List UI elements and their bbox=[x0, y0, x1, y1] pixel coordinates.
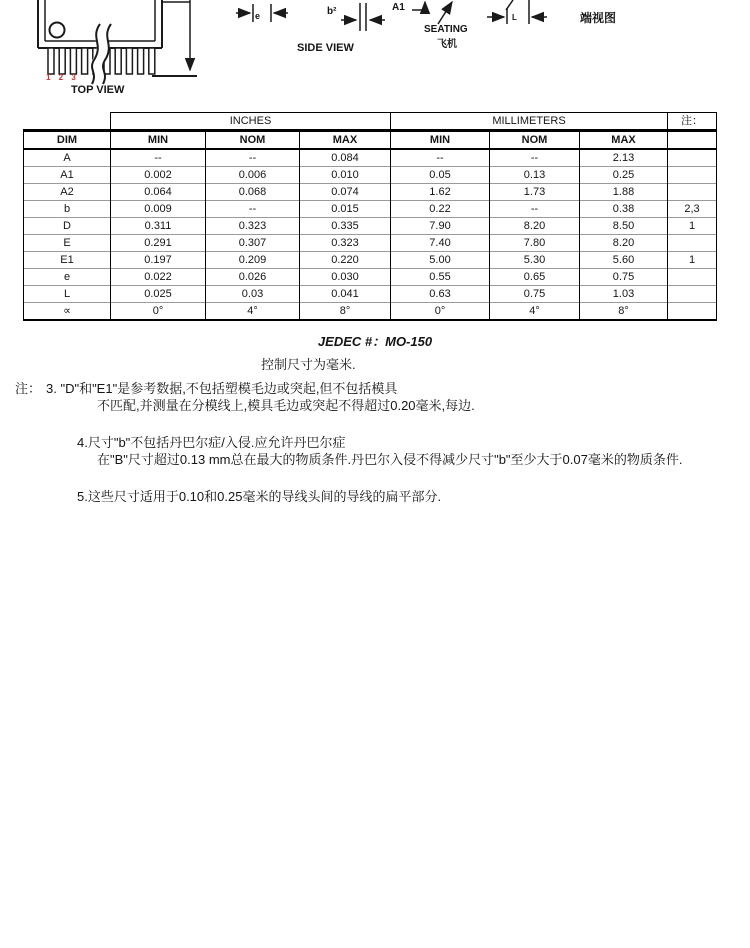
seating-plane-label: SEATING bbox=[424, 24, 468, 35]
table-cell: e bbox=[24, 269, 111, 286]
col-header-min-in: MIN bbox=[111, 131, 206, 150]
dim-e-label: e bbox=[255, 11, 261, 21]
table-row bbox=[24, 184, 717, 201]
table-cell: E bbox=[24, 235, 111, 252]
table-cell: 0.335 bbox=[300, 218, 391, 235]
table-cell: -- bbox=[490, 149, 580, 167]
table-cell: 0.323 bbox=[206, 218, 300, 235]
table-cell: 0.022 bbox=[111, 269, 206, 286]
table-cell bbox=[668, 269, 717, 286]
col-header-max-in: MAX bbox=[300, 131, 391, 150]
note-5-line: 5.这些尺寸适用于0.10和0.25毫米的导线头间的导线的扁平部分. bbox=[77, 489, 442, 504]
table-cell: 0.323 bbox=[300, 235, 391, 252]
table-cell: 0° bbox=[391, 303, 490, 321]
dim-l-label: L bbox=[512, 13, 517, 22]
table-column-header-row bbox=[24, 131, 717, 150]
table-row bbox=[24, 286, 717, 303]
dim-a1-label: A1 bbox=[392, 2, 405, 13]
dimension-table bbox=[23, 112, 717, 321]
table-cell: 4° bbox=[490, 303, 580, 321]
table-cell: 0.197 bbox=[111, 252, 206, 269]
table-cell bbox=[668, 286, 717, 303]
table-cell: 0.38 bbox=[580, 201, 668, 218]
table-body bbox=[24, 149, 717, 320]
table-cell bbox=[668, 235, 717, 252]
table-cell: 8.20 bbox=[490, 218, 580, 235]
table-cell: 8.20 bbox=[580, 235, 668, 252]
table-cell: 0.05 bbox=[391, 167, 490, 184]
table-cell: 0.074 bbox=[300, 184, 391, 201]
table-cell: 0.220 bbox=[300, 252, 391, 269]
col-header-nom-in: NOM bbox=[206, 131, 300, 150]
table-cell: 0.026 bbox=[206, 269, 300, 286]
table-cell: 8° bbox=[300, 303, 391, 321]
col-header-max-mm: MAX bbox=[580, 131, 668, 150]
table-row bbox=[24, 218, 717, 235]
seating-plane-label-cn: 飞机 bbox=[437, 39, 457, 50]
table-row bbox=[24, 167, 717, 184]
table-cell: 2.13 bbox=[580, 149, 668, 167]
end-view-label: 端视图 bbox=[580, 11, 617, 25]
table-cell: 1.62 bbox=[391, 184, 490, 201]
table-cell: 1.03 bbox=[580, 286, 668, 303]
table-cell: 0° bbox=[111, 303, 206, 321]
table-cell: 1.73 bbox=[490, 184, 580, 201]
table-cell: 1.88 bbox=[580, 184, 668, 201]
note-4-line-1: 4.尺寸"b"不包括丹巴尔症/入侵.应允许丹巴尔症 bbox=[77, 435, 346, 450]
table-cell: 0.03 bbox=[206, 286, 300, 303]
table-cell: ∝ bbox=[24, 303, 111, 321]
table-cell: 0.25 bbox=[580, 167, 668, 184]
table-cell: 4° bbox=[206, 303, 300, 321]
jedec-number-line: JEDEC #：MO-150 bbox=[317, 334, 433, 349]
table-cell: 0.068 bbox=[206, 184, 300, 201]
table-cell: 2,3 bbox=[668, 201, 717, 218]
table-cell bbox=[668, 303, 717, 321]
table-row bbox=[24, 269, 717, 286]
note-3-line-2: 不匹配,并测量在分模线上,模具毛边或突起不得超过0.20毫米,每边. bbox=[97, 398, 475, 413]
dim-b-label: b² bbox=[327, 6, 337, 17]
table-cell: -- bbox=[490, 201, 580, 218]
table-cell: 7.40 bbox=[391, 235, 490, 252]
table-cell: 8.50 bbox=[580, 218, 668, 235]
table-cell: 0.22 bbox=[391, 201, 490, 218]
pin-numbers: 1 2 3 bbox=[46, 73, 79, 82]
top-view-label: TOP VIEW bbox=[71, 84, 125, 96]
table-cell: 8° bbox=[580, 303, 668, 321]
table-cell: 0.307 bbox=[206, 235, 300, 252]
table-cell: -- bbox=[111, 149, 206, 167]
notes-group-header: 注： bbox=[668, 113, 717, 131]
col-header-nom-mm: NOM bbox=[490, 131, 580, 150]
table-cell: A1 bbox=[24, 167, 111, 184]
table-cell: 1 bbox=[668, 218, 717, 235]
table-cell: 0.009 bbox=[111, 201, 206, 218]
table-cell: 0.209 bbox=[206, 252, 300, 269]
millimeters-group-header: MILLIMETERS bbox=[391, 113, 668, 131]
col-header-dim: DIM bbox=[24, 131, 111, 150]
table-cell: -- bbox=[391, 149, 490, 167]
table-cell: A2 bbox=[24, 184, 111, 201]
table-cell: 0.75 bbox=[580, 269, 668, 286]
table-cell: 0.63 bbox=[391, 286, 490, 303]
table-cell: b bbox=[24, 201, 111, 218]
table-cell bbox=[668, 184, 717, 201]
table-cell: 0.006 bbox=[206, 167, 300, 184]
table-cell: A bbox=[24, 149, 111, 167]
col-header-notes bbox=[668, 131, 717, 150]
note-4-line-2: 在"B"尺寸超过0.13 mm总在最大的物质条件.丹巴尔入侵不得减少尺寸"b"至少大于0.07毫米的物质条件. bbox=[97, 452, 683, 467]
note-3-line-1: 3. "D"和"E1"是参考数据,不包括塑模毛边或突起,但不包括模具 bbox=[46, 381, 398, 396]
table-cell bbox=[668, 149, 717, 167]
table-cell bbox=[668, 167, 717, 184]
table-cell: 0.015 bbox=[300, 201, 391, 218]
table-cell: 0.030 bbox=[300, 269, 391, 286]
table-cell: D bbox=[24, 218, 111, 235]
table-row bbox=[24, 303, 717, 321]
table-cell: 5.30 bbox=[490, 252, 580, 269]
col-header-min-mm: MIN bbox=[391, 131, 490, 150]
table-cell: 0.041 bbox=[300, 286, 391, 303]
table-cell: 5.60 bbox=[580, 252, 668, 269]
table-group-header-row bbox=[24, 113, 717, 131]
table-cell: 0.064 bbox=[111, 184, 206, 201]
table-cell: 7.90 bbox=[391, 218, 490, 235]
table-cell: -- bbox=[206, 149, 300, 167]
pin1-marker-icon bbox=[50, 23, 65, 38]
table-row bbox=[24, 201, 717, 218]
table-cell: L bbox=[24, 286, 111, 303]
table-cell: 0.010 bbox=[300, 167, 391, 184]
table-corner-cell bbox=[24, 113, 111, 131]
table-cell: 0.084 bbox=[300, 149, 391, 167]
table-cell: 0.002 bbox=[111, 167, 206, 184]
table-cell: 0.13 bbox=[490, 167, 580, 184]
table-cell: 1 bbox=[668, 252, 717, 269]
table-cell: E1 bbox=[24, 252, 111, 269]
table-cell: 0.291 bbox=[111, 235, 206, 252]
table-row bbox=[24, 149, 717, 167]
controlling-dimension-line: 控制尺寸为毫米. bbox=[261, 357, 356, 372]
table-cell: -- bbox=[206, 201, 300, 218]
table-cell: 0.55 bbox=[391, 269, 490, 286]
table-cell: 0.025 bbox=[111, 286, 206, 303]
table-cell: 7.80 bbox=[490, 235, 580, 252]
notes-prefix: 注： bbox=[15, 381, 42, 396]
table-cell: 0.65 bbox=[490, 269, 580, 286]
side-view-label: SIDE VIEW bbox=[297, 42, 354, 54]
table-cell: 5.00 bbox=[391, 252, 490, 269]
inches-group-header: INCHES bbox=[111, 113, 391, 131]
table-cell: 0.311 bbox=[111, 218, 206, 235]
table-row bbox=[24, 252, 717, 269]
table-cell: 0.75 bbox=[490, 286, 580, 303]
table-row bbox=[24, 235, 717, 252]
